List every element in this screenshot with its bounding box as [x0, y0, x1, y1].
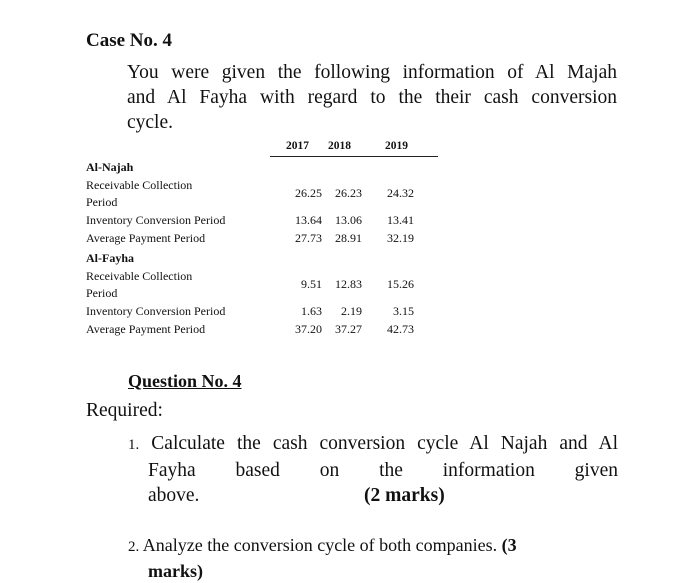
- intro-line-3: cycle.: [127, 112, 174, 133]
- intro-line-1: You were given the following information of Al Majah: [127, 62, 617, 83]
- row-label: Receivable Collection: [86, 178, 193, 192]
- value-cell: 26.25: [295, 186, 322, 200]
- value-cell: 24.32: [387, 186, 414, 200]
- item1-text-3: above.: [148, 485, 200, 506]
- item2-line-1: [128, 533, 618, 559]
- value-cell: 1.63: [301, 304, 322, 318]
- header-rule: [270, 156, 438, 157]
- row-label-cont: Period: [86, 286, 118, 300]
- row-label-cont: Period: [86, 195, 118, 209]
- company-name-al-fayha: Al-Fayha: [86, 251, 134, 265]
- row-label: Average Payment Period: [86, 231, 206, 245]
- year-header-2017: 2017: [286, 140, 309, 152]
- value-cell: 2.19: [341, 304, 362, 318]
- row-label: Inventory Conversion Period: [86, 213, 226, 227]
- item1-line-1: [128, 431, 618, 458]
- item2-marks-2: marks): [148, 561, 203, 581]
- case-title: Case No. 4: [86, 30, 173, 51]
- item1-line-2: Fayha based on the information given: [148, 460, 618, 481]
- value-cell: 37.20: [295, 322, 322, 336]
- value-cell: 9.51: [301, 277, 322, 291]
- value-cell: 37.27: [335, 322, 362, 336]
- value-cell: 26.23: [335, 186, 362, 200]
- year-header-2019: 2019: [385, 140, 408, 152]
- item1-line-3: [128, 483, 618, 508]
- item1-marks: (2 marks): [364, 485, 445, 506]
- row-label: Inventory Conversion Period: [86, 304, 226, 318]
- question-title: Question No. 4: [128, 371, 242, 391]
- item1-text-1: Calculate the cash conversion cycle Al Najah and Al: [151, 433, 619, 454]
- value-cell: 13.06: [335, 213, 362, 227]
- value-cell: 27.73: [295, 231, 322, 245]
- value-cell: 13.64: [295, 213, 322, 227]
- intro-line-2: and Al Fayha with regard to the their cash conversion: [127, 87, 617, 108]
- required-label: Required:: [86, 400, 163, 421]
- row-label: Average Payment Period: [86, 322, 206, 336]
- company-name-al-najah: Al-Najah: [86, 160, 134, 174]
- item1-number: 1.: [128, 437, 140, 453]
- intro-paragraph: [127, 60, 617, 135]
- value-cell: 13.41: [387, 213, 414, 227]
- year-header-2018: 2018: [328, 140, 351, 152]
- item2-marks-1: (3: [501, 535, 517, 555]
- value-cell: 12.83: [335, 277, 362, 291]
- value-cell: 15.26: [387, 277, 414, 291]
- item2-number: 2.: [128, 539, 140, 555]
- question-item-2: [128, 533, 618, 583]
- row-label: Receivable Collection: [86, 269, 193, 283]
- value-cell: 3.15: [393, 304, 414, 318]
- item2-text: Analyze the conversion cycle of both companies.: [142, 535, 498, 555]
- value-cell: 28.91: [335, 231, 362, 245]
- question-item-1: [128, 431, 618, 508]
- value-cell: 32.19: [387, 231, 414, 245]
- value-cell: 42.73: [387, 322, 414, 336]
